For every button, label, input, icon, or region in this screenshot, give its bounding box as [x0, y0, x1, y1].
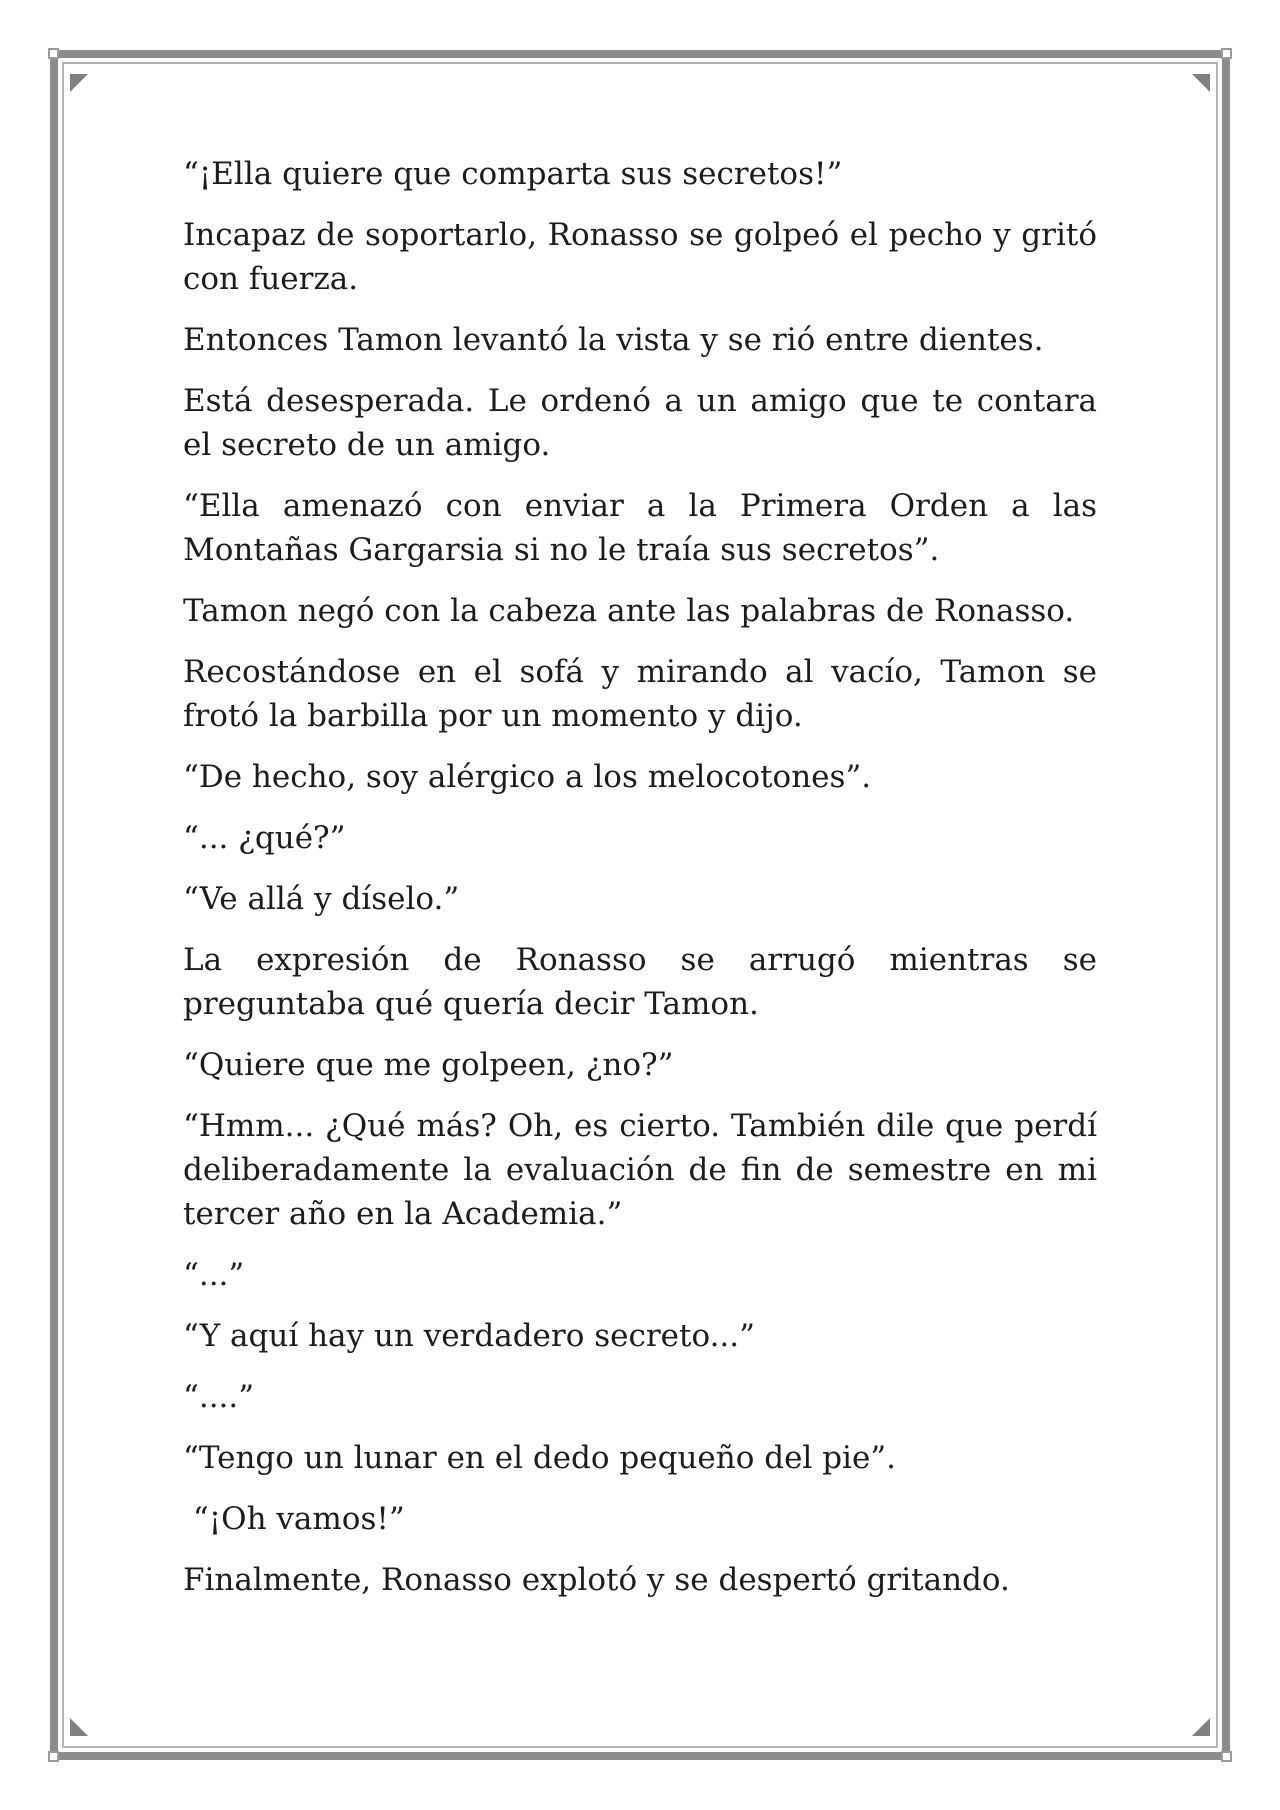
paragraph: “Tengo un lunar en el dedo pequeño del pie”. — [183, 1440, 896, 1476]
border-top-line — [50, 50, 1230, 58]
corner-triangle-top-right — [1192, 74, 1210, 92]
border-top-inner-line — [62, 62, 1218, 64]
paragraph: “De hecho, soy alérgico a los melocotones”. — [183, 759, 872, 795]
paragraph: Entonces Tamon levantó la vista y se rió entre dientes. — [183, 322, 1044, 358]
paragraph: “....” — [183, 1379, 255, 1415]
border-right-line — [1222, 50, 1230, 1760]
paragraph: “Ve allá y díselo.” — [183, 881, 460, 917]
paragraph: Tamon negó con la cabeza ante las palabras de Ronasso. — [183, 593, 1075, 629]
border-bottom-line — [50, 1752, 1230, 1760]
corner-ornament-bottom-right — [1221, 1751, 1232, 1762]
paragraph: Está desesperada. Le ordenó a un amigo que te contara el secreto de un amigo. — [183, 383, 1097, 463]
paragraph: “...” — [183, 1257, 245, 1293]
border-left-inner-line — [62, 62, 64, 1748]
corner-ornament-bottom-left — [48, 1751, 59, 1762]
paragraph: “... ¿qué?” — [183, 820, 346, 856]
paragraph: La expresión de Ronasso se arrugó mientras se preguntaba qué quería decir Tamon. — [183, 942, 1097, 1022]
corner-triangle-bottom-right — [1192, 1718, 1210, 1736]
corner-ornament-top-left — [48, 48, 59, 59]
paragraph: Recostándose en el sofá y mirando al vacío, Tamon se frotó la barbilla por un momento y dijo. — [183, 654, 1097, 734]
corner-triangle-top-left — [70, 74, 88, 92]
border-bottom-inner-line — [62, 1746, 1218, 1748]
corner-ornament-top-right — [1221, 48, 1232, 59]
page-body — [183, 152, 1097, 1619]
paragraph: Finalmente, Ronasso explotó y se despertó gritando. — [183, 1562, 1010, 1598]
border-left-line — [50, 50, 58, 1760]
paragraph: “¡Oh vamos!” — [183, 1501, 405, 1537]
paragraph: “¡Ella quiere que comparta sus secretos!” — [183, 156, 843, 192]
paragraph: “Hmm... ¿Qué más? Oh, es cierto. También dile que perdí deliberadamente la evaluación de fin de semestre en mi tercer año en la Academia.” — [183, 1108, 1097, 1232]
paragraph: “Ella amenazó con enviar a la Primera Orden a las Montañas Gargarsia si no le traía sus secretos”. — [183, 488, 1097, 568]
corner-triangle-bottom-left — [70, 1718, 88, 1736]
paragraph: “Quiere que me golpeen, ¿no?” — [183, 1047, 674, 1083]
paragraph: “Y aquí hay un verdadero secreto...” — [183, 1318, 755, 1354]
border-right-inner-line — [1216, 62, 1218, 1748]
paragraph: Incapaz de soportarlo, Ronasso se golpeó el pecho y gritó con fuerza. — [183, 217, 1097, 297]
